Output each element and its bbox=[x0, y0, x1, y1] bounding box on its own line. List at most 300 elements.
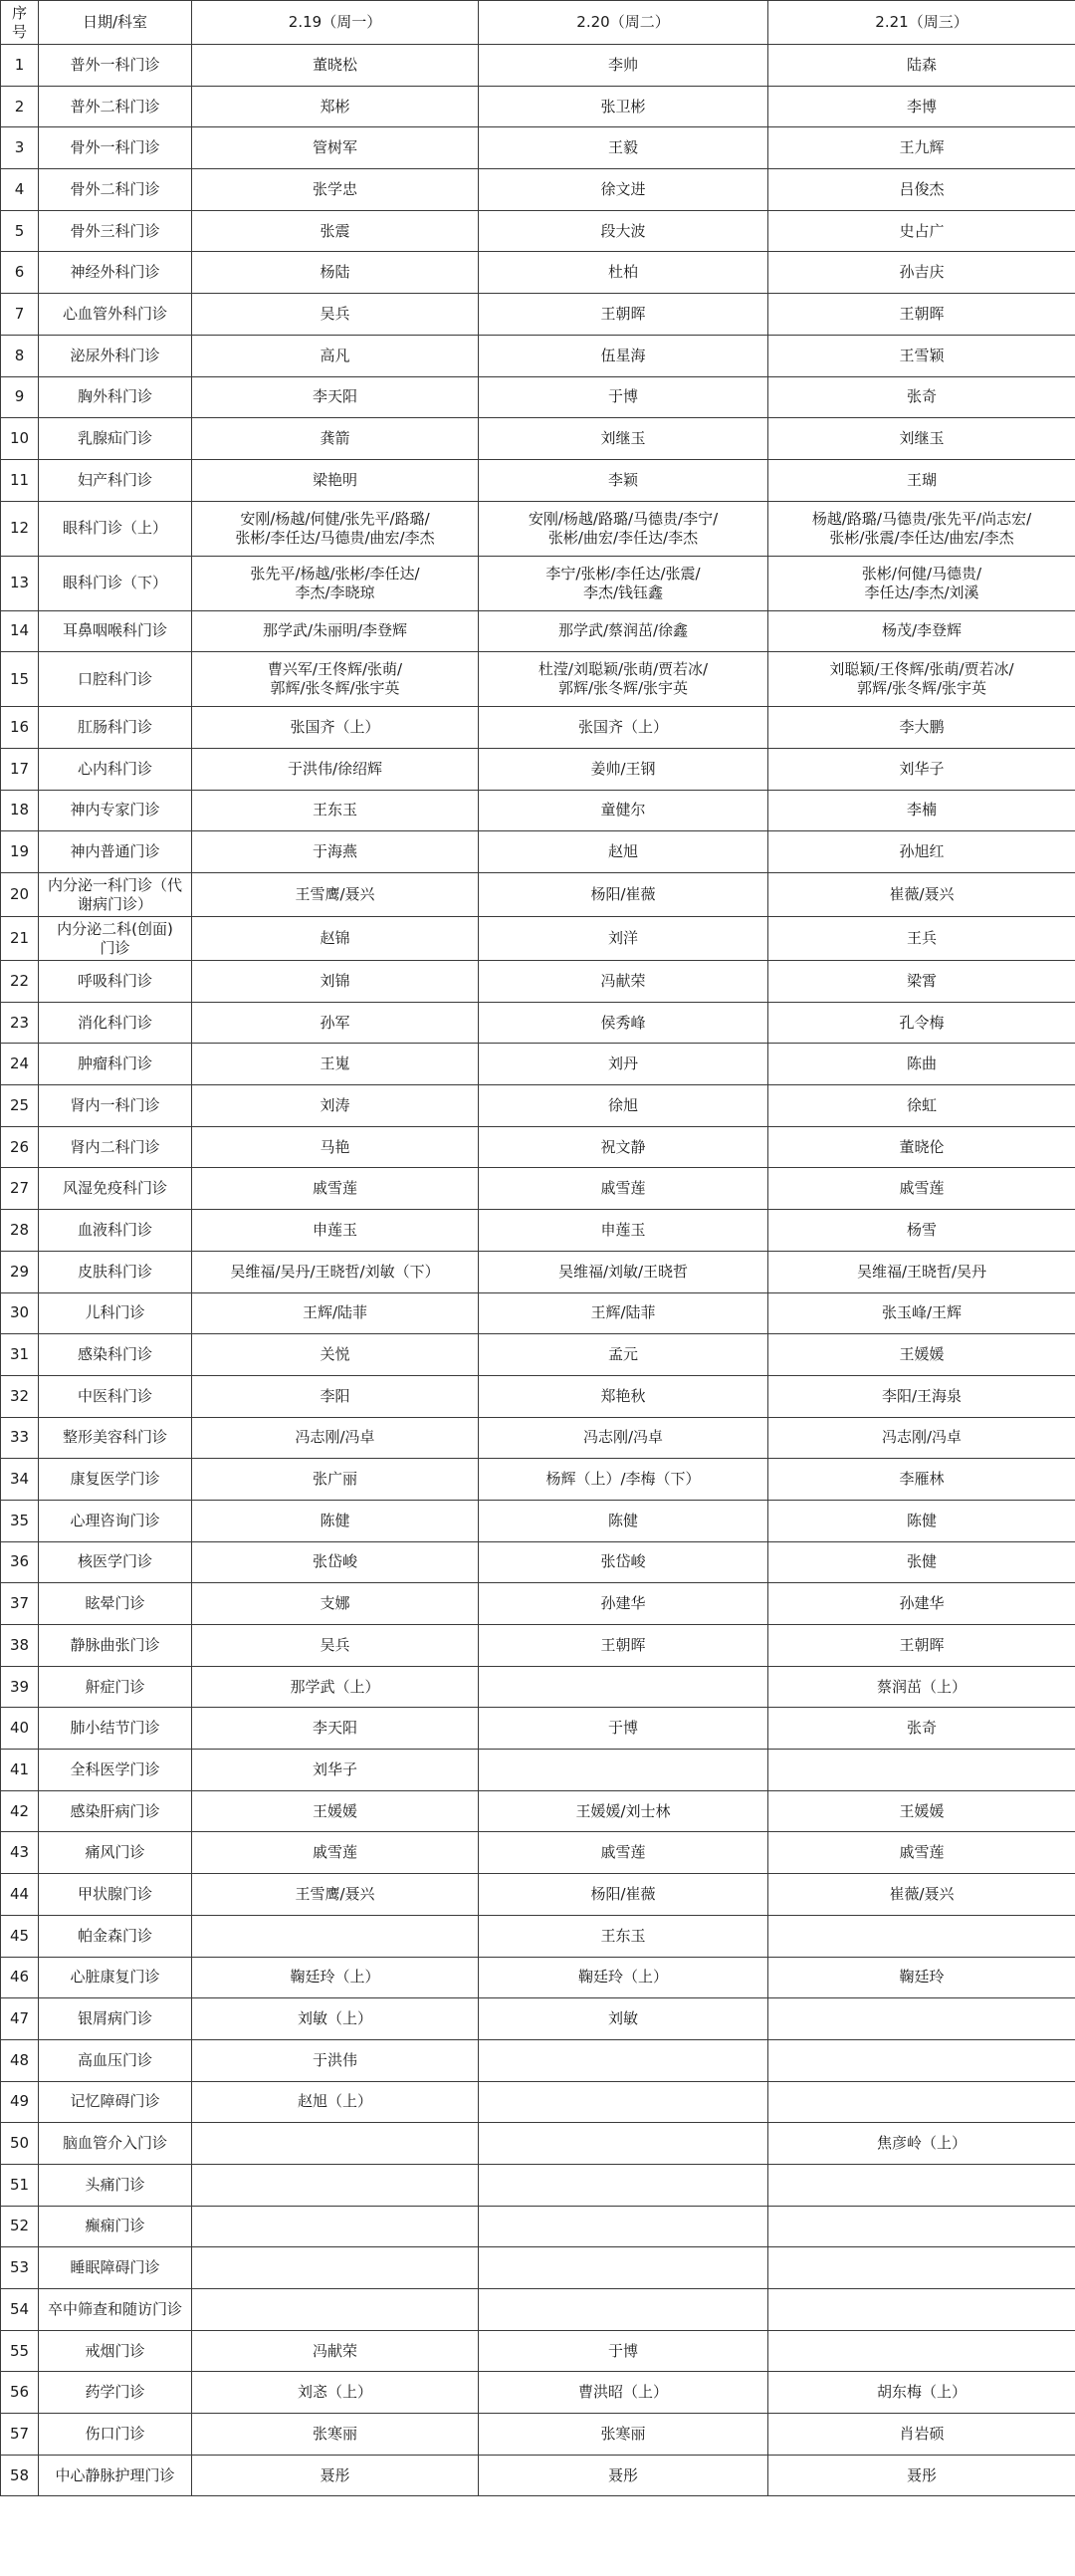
department-cell: 妇产科门诊 bbox=[39, 459, 192, 501]
day-3-cell: 张玉峰/王辉 bbox=[768, 1292, 1075, 1334]
day-3-cell bbox=[768, 2039, 1075, 2081]
table-row bbox=[1, 1500, 1075, 1541]
day-1-cell bbox=[192, 2123, 479, 2165]
row-number: 19 bbox=[1, 831, 39, 873]
row-number: 14 bbox=[1, 610, 39, 652]
row-number: 8 bbox=[1, 335, 39, 376]
day-2-cell: 孟元 bbox=[479, 1334, 768, 1376]
day-1-cell: 郑彬 bbox=[192, 86, 479, 127]
table-row bbox=[1, 1790, 1075, 1832]
row-number: 36 bbox=[1, 1541, 39, 1583]
day-3-cell bbox=[768, 2206, 1075, 2247]
row-number: 50 bbox=[1, 2123, 39, 2165]
table-row bbox=[1, 1375, 1075, 1417]
department-cell: 肺小结节门诊 bbox=[39, 1708, 192, 1750]
row-number: 9 bbox=[1, 376, 39, 418]
department-cell: 脑血管介入门诊 bbox=[39, 2123, 192, 2165]
day-3-cell: 孙吉庆 bbox=[768, 252, 1075, 294]
day-3-cell: 戚雪莲 bbox=[768, 1832, 1075, 1874]
row-number: 13 bbox=[1, 556, 39, 610]
table-row bbox=[1, 1417, 1075, 1459]
day-2-cell: 吴维福/刘敏/王晓哲 bbox=[479, 1251, 768, 1292]
department-cell: 全科医学门诊 bbox=[39, 1750, 192, 1791]
day-1-cell: 赵旭（上） bbox=[192, 2081, 479, 2123]
department-cell: 肾内二科门诊 bbox=[39, 1126, 192, 1168]
day-2-cell: 刘洋 bbox=[479, 917, 768, 961]
row-number: 20 bbox=[1, 873, 39, 917]
day-3-cell: 徐虹 bbox=[768, 1085, 1075, 1127]
day-1-cell: 聂彤 bbox=[192, 2455, 479, 2496]
day-3-cell: 刘继玉 bbox=[768, 418, 1075, 460]
day-2-cell: 刘敏 bbox=[479, 1998, 768, 2040]
table-row bbox=[1, 1334, 1075, 1376]
table-row bbox=[1, 294, 1075, 336]
department-cell: 儿科门诊 bbox=[39, 1292, 192, 1334]
row-number: 49 bbox=[1, 2081, 39, 2123]
table-row bbox=[1, 1459, 1075, 1501]
day-3-cell: 张奇 bbox=[768, 1708, 1075, 1750]
table-row bbox=[1, 1002, 1075, 1044]
row-number: 45 bbox=[1, 1915, 39, 1957]
day-2-cell bbox=[479, 2206, 768, 2247]
table-row bbox=[1, 1292, 1075, 1334]
day-2-cell bbox=[479, 2123, 768, 2165]
table-row bbox=[1, 2455, 1075, 2496]
row-number: 42 bbox=[1, 1790, 39, 1832]
table-row bbox=[1, 45, 1075, 87]
department-cell: 口腔科门诊 bbox=[39, 652, 192, 707]
table-row bbox=[1, 418, 1075, 460]
table-row bbox=[1, 1998, 1075, 2040]
department-cell: 感染科门诊 bbox=[39, 1334, 192, 1376]
table-row bbox=[1, 2414, 1075, 2456]
table-row bbox=[1, 169, 1075, 211]
table-row bbox=[1, 86, 1075, 127]
day-2-cell: 姜帅/王钢 bbox=[479, 748, 768, 790]
day-3-cell: 王九辉 bbox=[768, 127, 1075, 169]
table-row bbox=[1, 961, 1075, 1003]
department-cell: 耳鼻咽喉科门诊 bbox=[39, 610, 192, 652]
day-1-cell: 杨陆 bbox=[192, 252, 479, 294]
day-2-cell: 鞠廷玲（上） bbox=[479, 1957, 768, 1998]
day-2-cell: 戚雪莲 bbox=[479, 1832, 768, 1874]
day-3-cell: 王瑚 bbox=[768, 459, 1075, 501]
department-cell: 康复医学门诊 bbox=[39, 1459, 192, 1501]
department-cell: 肾内一科门诊 bbox=[39, 1085, 192, 1127]
day-1-cell bbox=[192, 2206, 479, 2247]
day-1-cell: 冯献荣 bbox=[192, 2330, 479, 2372]
day-1-cell: 张寒丽 bbox=[192, 2414, 479, 2456]
day-2-cell: 杨辉（上）/李梅（下） bbox=[479, 1459, 768, 1501]
day-1-cell: 刘华子 bbox=[192, 1750, 479, 1791]
day-2-cell: 陈健 bbox=[479, 1500, 768, 1541]
department-cell: 骨外二科门诊 bbox=[39, 169, 192, 211]
day-2-cell: 王毅 bbox=[479, 127, 768, 169]
day-1-cell: 王雪鹰/聂兴 bbox=[192, 873, 479, 917]
department-cell: 骨外一科门诊 bbox=[39, 127, 192, 169]
department-cell: 头痛门诊 bbox=[39, 2164, 192, 2206]
row-number: 37 bbox=[1, 1583, 39, 1625]
day-3-cell: 胡东梅（上） bbox=[768, 2372, 1075, 2414]
table-row bbox=[1, 1085, 1075, 1127]
table-row bbox=[1, 707, 1075, 749]
day-1-cell: 戚雪莲 bbox=[192, 1168, 479, 1210]
day-1-cell: 王辉/陆菲 bbox=[192, 1292, 479, 1334]
department-cell: 甲状腺门诊 bbox=[39, 1874, 192, 1916]
day-1-cell: 刘锦 bbox=[192, 961, 479, 1003]
day-1-cell: 管树军 bbox=[192, 127, 479, 169]
table-row bbox=[1, 2372, 1075, 2414]
day-3-cell: 史占广 bbox=[768, 210, 1075, 252]
day-1-cell: 李天阳 bbox=[192, 1708, 479, 1750]
header-no: 序号 bbox=[1, 1, 39, 45]
table-row bbox=[1, 1708, 1075, 1750]
day-3-cell: 孔令梅 bbox=[768, 1002, 1075, 1044]
day-1-cell: 陈健 bbox=[192, 1500, 479, 1541]
day-3-cell: 王雪颖 bbox=[768, 335, 1075, 376]
row-number: 56 bbox=[1, 2372, 39, 2414]
row-number: 10 bbox=[1, 418, 39, 460]
table-row bbox=[1, 1750, 1075, 1791]
row-number: 48 bbox=[1, 2039, 39, 2081]
department-cell: 内分泌一科门诊（代 谢病门诊） bbox=[39, 873, 192, 917]
day-1-cell: 支娜 bbox=[192, 1583, 479, 1625]
day-1-cell: 刘敏（上） bbox=[192, 1998, 479, 2040]
day-3-cell: 李楠 bbox=[768, 790, 1075, 831]
day-2-cell: 杨阳/崔薇 bbox=[479, 1874, 768, 1916]
day-1-cell: 申莲玉 bbox=[192, 1210, 479, 1252]
day-2-cell: 戚雪莲 bbox=[479, 1168, 768, 1210]
department-cell: 记忆障碍门诊 bbox=[39, 2081, 192, 2123]
department-cell: 睡眠障碍门诊 bbox=[39, 2247, 192, 2289]
table-row bbox=[1, 748, 1075, 790]
row-number: 46 bbox=[1, 1957, 39, 1998]
department-cell: 神经外科门诊 bbox=[39, 252, 192, 294]
table-row bbox=[1, 1583, 1075, 1625]
table-row bbox=[1, 2039, 1075, 2081]
department-cell: 卒中筛查和随访门诊 bbox=[39, 2289, 192, 2331]
day-1-cell: 冯志刚/冯卓 bbox=[192, 1417, 479, 1459]
department-cell: 癫痫门诊 bbox=[39, 2206, 192, 2247]
table-row bbox=[1, 1832, 1075, 1874]
day-1-cell bbox=[192, 2289, 479, 2331]
row-number: 17 bbox=[1, 748, 39, 790]
day-1-cell bbox=[192, 1915, 479, 1957]
department-cell: 眼科门诊（下） bbox=[39, 556, 192, 610]
row-number: 40 bbox=[1, 1708, 39, 1750]
table-row bbox=[1, 1168, 1075, 1210]
day-1-cell: 那学武/朱丽明/李登辉 bbox=[192, 610, 479, 652]
row-number: 32 bbox=[1, 1375, 39, 1417]
department-cell: 内分泌二科(创面) 门诊 bbox=[39, 917, 192, 961]
day-3-cell: 刘聪颖/王佟辉/张萌/贾若冰/ 郭辉/张冬辉/张宇英 bbox=[768, 652, 1075, 707]
day-1-cell: 刘忞（上） bbox=[192, 2372, 479, 2414]
day-1-cell: 关悦 bbox=[192, 1334, 479, 1376]
row-number: 18 bbox=[1, 790, 39, 831]
row-number: 31 bbox=[1, 1334, 39, 1376]
department-cell: 中心静脉护理门诊 bbox=[39, 2455, 192, 2496]
row-number: 7 bbox=[1, 294, 39, 336]
table-row bbox=[1, 1874, 1075, 1916]
day-3-cell: 杨雪 bbox=[768, 1210, 1075, 1252]
day-1-cell: 吴兵 bbox=[192, 1625, 479, 1667]
table-row bbox=[1, 1210, 1075, 1252]
day-3-cell: 孙旭红 bbox=[768, 831, 1075, 873]
day-3-cell: 吕俊杰 bbox=[768, 169, 1075, 211]
day-3-cell: 张彬/何健/马德贵/ 李任达/李杰/刘溪 bbox=[768, 556, 1075, 610]
day-3-cell: 王朝晖 bbox=[768, 1625, 1075, 1667]
row-number: 41 bbox=[1, 1750, 39, 1791]
day-2-cell bbox=[479, 2247, 768, 2289]
day-2-cell bbox=[479, 2164, 768, 2206]
row-number: 47 bbox=[1, 1998, 39, 2040]
day-1-cell bbox=[192, 2164, 479, 2206]
day-1-cell: 董晓松 bbox=[192, 45, 479, 87]
day-2-cell bbox=[479, 1750, 768, 1791]
day-3-cell: 王媛媛 bbox=[768, 1790, 1075, 1832]
table-row bbox=[1, 459, 1075, 501]
table-row bbox=[1, 1126, 1075, 1168]
day-2-cell: 伍星海 bbox=[479, 335, 768, 376]
day-3-cell: 董晓伦 bbox=[768, 1126, 1075, 1168]
table-row bbox=[1, 210, 1075, 252]
table-row bbox=[1, 376, 1075, 418]
day-1-cell: 鞠廷玲（上） bbox=[192, 1957, 479, 1998]
row-number: 28 bbox=[1, 1210, 39, 1252]
department-cell: 心内科门诊 bbox=[39, 748, 192, 790]
department-cell: 血液科门诊 bbox=[39, 1210, 192, 1252]
day-2-cell: 王辉/陆菲 bbox=[479, 1292, 768, 1334]
row-number: 54 bbox=[1, 2289, 39, 2331]
row-number: 51 bbox=[1, 2164, 39, 2206]
table-row bbox=[1, 652, 1075, 707]
table-row bbox=[1, 501, 1075, 556]
day-2-cell: 冯献荣 bbox=[479, 961, 768, 1003]
header-day-2: 2.20（周二） bbox=[479, 1, 768, 45]
department-cell: 消化科门诊 bbox=[39, 1002, 192, 1044]
day-1-cell: 王东玉 bbox=[192, 790, 479, 831]
day-1-cell: 安刚/杨越/何健/张先平/路璐/ 张彬/李任达/马德贵/曲宏/李杰 bbox=[192, 501, 479, 556]
day-2-cell: 祝文静 bbox=[479, 1126, 768, 1168]
day-3-cell: 杨茂/李登辉 bbox=[768, 610, 1075, 652]
table-row bbox=[1, 2123, 1075, 2165]
day-2-cell: 孙建华 bbox=[479, 1583, 768, 1625]
day-3-cell bbox=[768, 1998, 1075, 2040]
table-row bbox=[1, 556, 1075, 610]
row-number: 35 bbox=[1, 1500, 39, 1541]
day-1-cell: 刘涛 bbox=[192, 1085, 479, 1127]
day-3-cell bbox=[768, 2164, 1075, 2206]
day-1-cell: 吴维福/吴丹/王晓哲/刘敏（下） bbox=[192, 1251, 479, 1292]
day-1-cell: 王媛媛 bbox=[192, 1790, 479, 1832]
day-2-cell: 张国齐（上） bbox=[479, 707, 768, 749]
row-number: 52 bbox=[1, 2206, 39, 2247]
day-2-cell bbox=[479, 1666, 768, 1708]
day-2-cell: 王朝晖 bbox=[479, 294, 768, 336]
row-number: 30 bbox=[1, 1292, 39, 1334]
row-number: 33 bbox=[1, 1417, 39, 1459]
department-cell: 神内专家门诊 bbox=[39, 790, 192, 831]
day-3-cell: 李大鹏 bbox=[768, 707, 1075, 749]
department-cell: 中医科门诊 bbox=[39, 1375, 192, 1417]
day-1-cell: 张震 bbox=[192, 210, 479, 252]
day-3-cell: 陈曲 bbox=[768, 1044, 1075, 1085]
day-1-cell: 梁艳明 bbox=[192, 459, 479, 501]
day-2-cell: 杜滢/刘聪颖/张萌/贾若冰/ 郭辉/张冬辉/张宇英 bbox=[479, 652, 768, 707]
department-cell: 风湿免疫科门诊 bbox=[39, 1168, 192, 1210]
day-3-cell: 聂彤 bbox=[768, 2455, 1075, 2496]
day-2-cell: 徐旭 bbox=[479, 1085, 768, 1127]
day-2-cell: 冯志刚/冯卓 bbox=[479, 1417, 768, 1459]
day-3-cell bbox=[768, 1750, 1075, 1791]
table-row bbox=[1, 335, 1075, 376]
day-2-cell: 张卫彬 bbox=[479, 86, 768, 127]
day-2-cell: 张岱峻 bbox=[479, 1541, 768, 1583]
day-2-cell: 杜柏 bbox=[479, 252, 768, 294]
day-2-cell: 于博 bbox=[479, 1708, 768, 1750]
day-1-cell: 张国齐（上） bbox=[192, 707, 479, 749]
day-2-cell: 李颖 bbox=[479, 459, 768, 501]
day-3-cell: 孙建华 bbox=[768, 1583, 1075, 1625]
row-number: 15 bbox=[1, 652, 39, 707]
day-3-cell: 王兵 bbox=[768, 917, 1075, 961]
day-3-cell: 李阳/王海泉 bbox=[768, 1375, 1075, 1417]
day-2-cell: 申莲玉 bbox=[479, 1210, 768, 1252]
header-day-3: 2.21（周三） bbox=[768, 1, 1075, 45]
row-number: 29 bbox=[1, 1251, 39, 1292]
day-2-cell: 安刚/杨越/路璐/马德贵/李宁/ 张彬/曲宏/李任达/李杰 bbox=[479, 501, 768, 556]
department-cell: 泌尿外科门诊 bbox=[39, 335, 192, 376]
day-3-cell bbox=[768, 2081, 1075, 2123]
day-2-cell bbox=[479, 2289, 768, 2331]
row-number: 57 bbox=[1, 2414, 39, 2456]
department-cell: 整形美容科门诊 bbox=[39, 1417, 192, 1459]
day-2-cell: 那学武/蔡润茁/徐鑫 bbox=[479, 610, 768, 652]
table-row bbox=[1, 127, 1075, 169]
table-row bbox=[1, 790, 1075, 831]
day-3-cell: 肖岩硕 bbox=[768, 2414, 1075, 2456]
department-cell: 药学门诊 bbox=[39, 2372, 192, 2414]
day-3-cell: 吴维福/王晓哲/吴丹 bbox=[768, 1251, 1075, 1292]
department-cell: 普外二科门诊 bbox=[39, 86, 192, 127]
department-cell: 痛风门诊 bbox=[39, 1832, 192, 1874]
day-3-cell: 戚雪莲 bbox=[768, 1168, 1075, 1210]
row-number: 38 bbox=[1, 1625, 39, 1667]
day-2-cell: 李帅 bbox=[479, 45, 768, 87]
day-1-cell: 张岱峻 bbox=[192, 1541, 479, 1583]
day-2-cell: 杨阳/崔薇 bbox=[479, 873, 768, 917]
header-dept: 日期/科室 bbox=[39, 1, 192, 45]
table-row bbox=[1, 2081, 1075, 2123]
row-number: 26 bbox=[1, 1126, 39, 1168]
day-2-cell: 曹洪昭（上） bbox=[479, 2372, 768, 2414]
row-number: 3 bbox=[1, 127, 39, 169]
day-1-cell bbox=[192, 2247, 479, 2289]
day-3-cell: 张健 bbox=[768, 1541, 1075, 1583]
department-cell: 心血管外科门诊 bbox=[39, 294, 192, 336]
day-1-cell: 张先平/杨越/张彬/李任达/ 李杰/李晓琼 bbox=[192, 556, 479, 610]
row-number: 5 bbox=[1, 210, 39, 252]
day-1-cell: 高凡 bbox=[192, 335, 479, 376]
day-2-cell: 段大波 bbox=[479, 210, 768, 252]
table-row bbox=[1, 2330, 1075, 2372]
department-cell: 静脉曲张门诊 bbox=[39, 1625, 192, 1667]
department-cell: 银屑病门诊 bbox=[39, 1998, 192, 2040]
table-row bbox=[1, 2164, 1075, 2206]
department-cell: 肿瘤科门诊 bbox=[39, 1044, 192, 1085]
department-cell: 胸外科门诊 bbox=[39, 376, 192, 418]
day-2-cell: 张寒丽 bbox=[479, 2414, 768, 2456]
day-3-cell: 陈健 bbox=[768, 1500, 1075, 1541]
day-2-cell: 赵旭 bbox=[479, 831, 768, 873]
day-2-cell: 于博 bbox=[479, 376, 768, 418]
day-1-cell: 王雪鹰/聂兴 bbox=[192, 1874, 479, 1916]
day-1-cell: 李天阳 bbox=[192, 376, 479, 418]
table-row bbox=[1, 1541, 1075, 1583]
day-3-cell: 蔡润茁（上） bbox=[768, 1666, 1075, 1708]
day-2-cell: 刘继玉 bbox=[479, 418, 768, 460]
department-cell: 鼾症门诊 bbox=[39, 1666, 192, 1708]
row-number: 39 bbox=[1, 1666, 39, 1708]
row-number: 25 bbox=[1, 1085, 39, 1127]
department-cell: 呼吸科门诊 bbox=[39, 961, 192, 1003]
row-number: 22 bbox=[1, 961, 39, 1003]
department-cell: 核医学门诊 bbox=[39, 1541, 192, 1583]
department-cell: 心理咨询门诊 bbox=[39, 1500, 192, 1541]
day-3-cell: 杨越/路璐/马德贵/张先平/尚志宏/ 张彬/张震/李任达/曲宏/李杰 bbox=[768, 501, 1075, 556]
table-row bbox=[1, 2206, 1075, 2247]
department-cell: 心脏康复门诊 bbox=[39, 1957, 192, 1998]
row-number: 6 bbox=[1, 252, 39, 294]
day-2-cell: 王东玉 bbox=[479, 1915, 768, 1957]
day-2-cell: 聂彤 bbox=[479, 2455, 768, 2496]
department-cell: 高血压门诊 bbox=[39, 2039, 192, 2081]
schedule-body bbox=[1, 1, 1075, 2496]
day-3-cell: 焦彦岭（上） bbox=[768, 2123, 1075, 2165]
day-3-cell: 崔薇/聂兴 bbox=[768, 873, 1075, 917]
row-number: 2 bbox=[1, 86, 39, 127]
day-3-cell: 陆森 bbox=[768, 45, 1075, 87]
row-number: 12 bbox=[1, 501, 39, 556]
row-number: 21 bbox=[1, 917, 39, 961]
day-1-cell: 曹兴军/王佟辉/张萌/ 郭辉/张冬辉/张宇英 bbox=[192, 652, 479, 707]
day-3-cell: 李博 bbox=[768, 86, 1075, 127]
table-row bbox=[1, 252, 1075, 294]
day-3-cell: 李雁林 bbox=[768, 1459, 1075, 1501]
day-3-cell: 王朝晖 bbox=[768, 294, 1075, 336]
day-2-cell: 郑艳秋 bbox=[479, 1375, 768, 1417]
day-1-cell: 赵锦 bbox=[192, 917, 479, 961]
department-cell: 感染肝病门诊 bbox=[39, 1790, 192, 1832]
day-3-cell bbox=[768, 2330, 1075, 2372]
day-3-cell: 王媛媛 bbox=[768, 1334, 1075, 1376]
day-1-cell: 于洪伟 bbox=[192, 2039, 479, 2081]
table-row bbox=[1, 610, 1075, 652]
day-3-cell: 梁霄 bbox=[768, 961, 1075, 1003]
row-number: 16 bbox=[1, 707, 39, 749]
header-day-1: 2.19（周一） bbox=[192, 1, 479, 45]
row-number: 1 bbox=[1, 45, 39, 87]
department-cell: 神内普通门诊 bbox=[39, 831, 192, 873]
day-1-cell: 吴兵 bbox=[192, 294, 479, 336]
department-cell: 皮肤科门诊 bbox=[39, 1251, 192, 1292]
row-number: 43 bbox=[1, 1832, 39, 1874]
department-cell: 骨外三科门诊 bbox=[39, 210, 192, 252]
row-number: 53 bbox=[1, 2247, 39, 2289]
day-1-cell: 于洪伟/徐绍辉 bbox=[192, 748, 479, 790]
day-3-cell bbox=[768, 2289, 1075, 2331]
table-row bbox=[1, 1044, 1075, 1085]
